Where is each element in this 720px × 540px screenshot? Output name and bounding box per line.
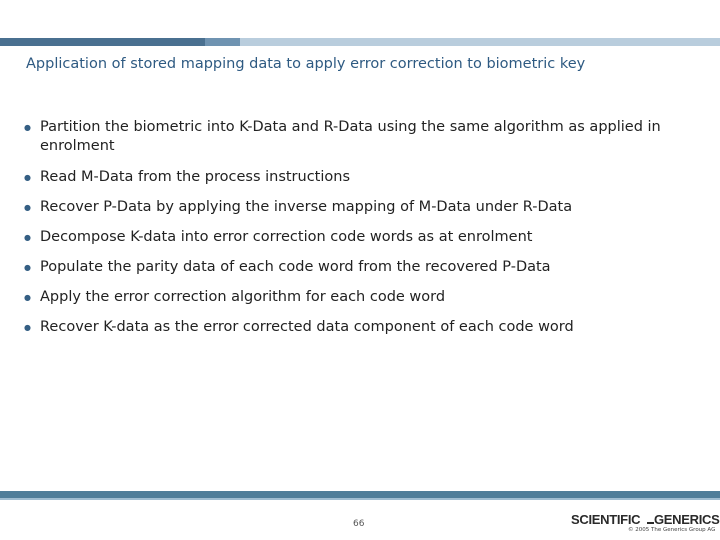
header-bar-mid-segment xyxy=(205,38,240,46)
header-bar-dark-segment xyxy=(0,38,205,46)
circle-bullet-icon: ● xyxy=(24,123,31,132)
footer-bar xyxy=(0,491,720,498)
bullet-item xyxy=(24,288,664,307)
bullet-text: Read M-Data from the process instructions xyxy=(40,169,351,185)
circle-bullet-icon: ● xyxy=(24,263,31,272)
bullet-text: Apply the error correction algorithm for each code word xyxy=(40,289,446,305)
bullet-text: Recover P-Data by applying the inverse mapping of M-Data under R-Data xyxy=(40,199,573,215)
header-accent-bar xyxy=(0,38,720,46)
footer-bar-highlight xyxy=(0,498,720,500)
bullet-item xyxy=(24,198,664,217)
bullet-text: Recover K-data as the error corrected data component of each code word xyxy=(40,319,574,335)
bullet-text: Decompose K-data into error correction code words as at enrolment xyxy=(40,229,533,245)
svg-text:GENERICS: GENERICS xyxy=(654,512,720,527)
bullet-item xyxy=(24,318,664,337)
page-number: 66 xyxy=(353,519,365,529)
circle-bullet-icon: ● xyxy=(24,323,31,332)
bullet-item xyxy=(24,168,664,187)
circle-bullet-icon: ● xyxy=(24,173,31,182)
bullet-item xyxy=(24,228,664,247)
svg-text:SCIENTIFIC: SCIENTIFIC xyxy=(571,512,641,527)
circle-bullet-icon: ● xyxy=(24,293,31,302)
company-logo xyxy=(571,508,720,528)
slide-title: Application of stored mapping data to apply error correction to biometric key xyxy=(26,56,586,72)
circle-bullet-icon: ● xyxy=(24,233,31,242)
header-bar-light-segment xyxy=(240,38,720,46)
bullet-item xyxy=(24,118,664,156)
bullet-text: Populate the parity data of each code word from the recovered P-Data xyxy=(40,259,551,275)
copyright-text: © 2005 The Generics Group AG xyxy=(628,527,716,533)
bullet-text: Partition the biometric into K-Data and R-Data using the same algorithm as applied in enrolment xyxy=(40,119,661,154)
circle-bullet-icon: ● xyxy=(24,203,31,212)
bullet-item xyxy=(24,258,664,277)
